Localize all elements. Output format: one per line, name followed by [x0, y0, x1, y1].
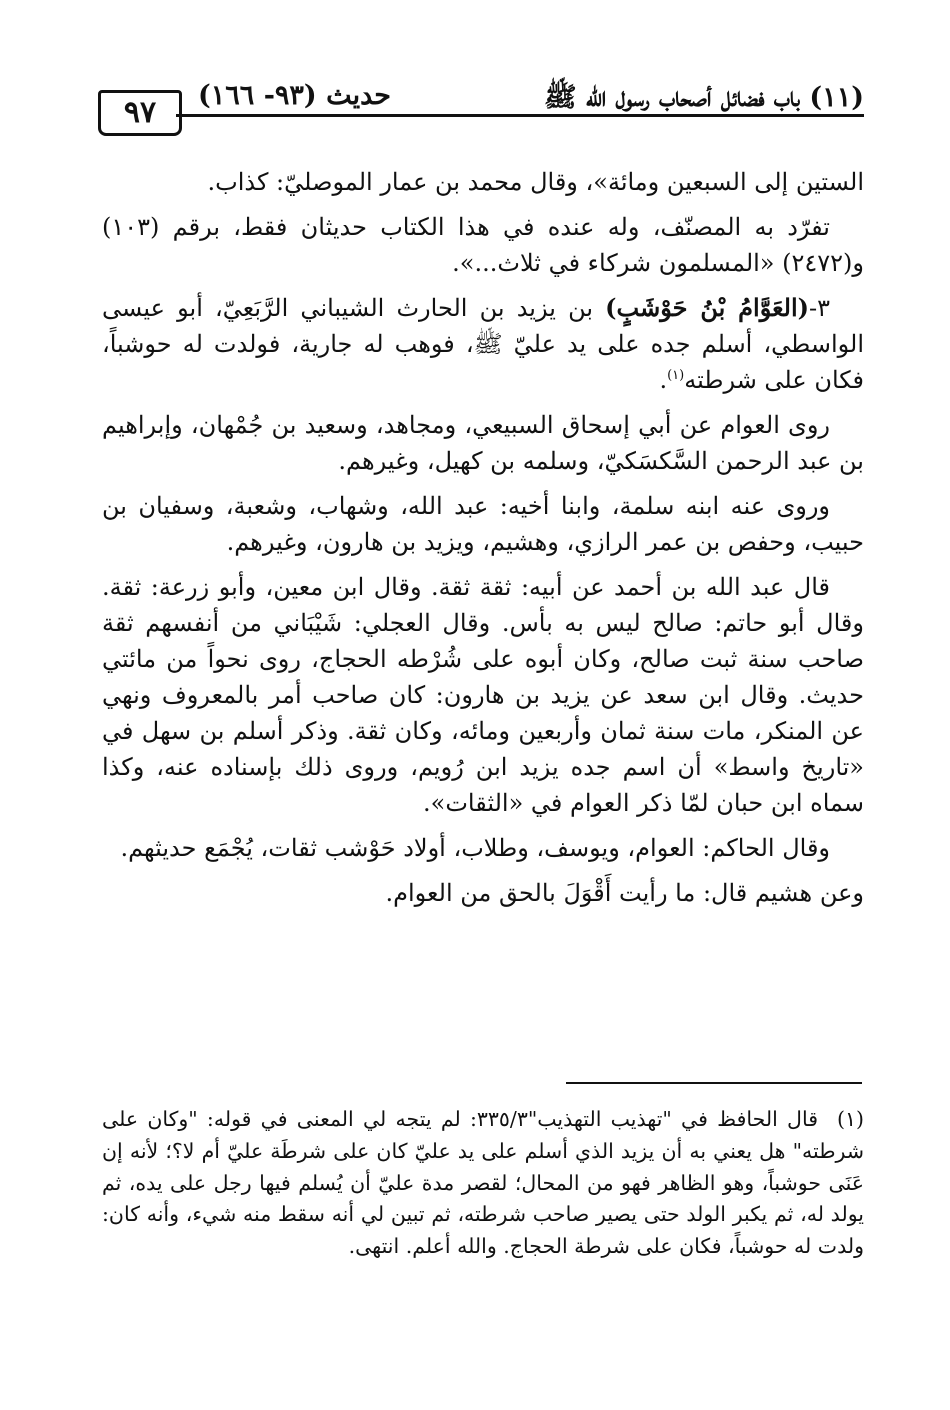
main-text [102, 164, 864, 920]
paragraph: روى العوام عن أبي إسحاق السبيعي، ومجاهد، وسعيد بن جُمْهان، وإبراهيم بن عبد الرحمن السَّكسَكيّ، وسلمه بن كهيل، وغيرهم. [102, 411, 864, 475]
footnote [102, 1104, 864, 1263]
narrator-name: (العَوَّامُ بْنُ حَوْشَبٍ) [605, 293, 809, 322]
narrator-entry [102, 290, 864, 398]
entry-end: . [659, 366, 668, 394]
paragraph: قال عبد الله بن أحمد عن أبيه: ثقة ثقة. وقال ابن معين، وأبو زرعة: ثقة. وقال أبو حاتم: صالح ليس به بأس. وقال العجلي: شَيْبَاني من أنفسهم ثقة صاحب سنة ثبت صالح، وكان أبوه على شُرْطه الحجاج، روى نحواً من مائتي حديث. وقال ابن سعد عن يزيد بن هارون: كان صاحب أمر بالمعروف ونهي عن المنكر، مات سنة ثمان وأربعين ومائه، وكان ثقة. وذكر أسلم بن سهل في «تاريخ واسط» أن اسم جده يزيد ابن رُويم، وروى ذلك بإسناده عنه، وكذا سماه ابن حبان لمّا ذكر العوام في «الثقات». [102, 573, 864, 817]
footnote-separator [566, 1082, 862, 1084]
paragraph: وروى عنه ابنه سلمة، وابنا أخيه: عبد الله، وشهاب، وشعبة، وسفيان بن حبيب، وحفص بن عمر الرازي، وهشيم، ويزيد بن هارون، وغيرهم. [102, 492, 864, 556]
footnote-reference[interactable]: (١) [667, 368, 685, 383]
paragraph: الستين إلى السبعين ومائة»، وقال محمد بن عمار الموصليّ: كذاب. [207, 168, 864, 196]
entry-text: بن يزيد بن الحارث الشيباني الرَّبَعِيّ، أبو عيسى الواسطي، أسلم جده على يد عليّ ﷺ، فوهب له جارية، فولدت له حوشباً، فكان على شرطته [102, 294, 864, 394]
paragraph: وقال الحاكم: العوام، ويوسف، وطلاب، أولاد حَوْشب ثقات، يُجْمَع حديثهم. [120, 834, 830, 862]
footnote-paragraph [102, 1104, 864, 1263]
page-header [98, 76, 864, 146]
footnote-number: (١) [836, 1107, 864, 1131]
paragraph: وعن هشيم قال: ما رأيت أَقْوَلَ بالحق من العوام. [385, 879, 864, 907]
hadith-range-title: حديث (٩٣- ١٦٦) [198, 80, 391, 111]
entry-number: ٣- [809, 294, 830, 322]
footnote-text: قال الحافظ في "تهذيب التهذيب"٣٣٥/٣: لم يتجه لي المعنى في قوله: "وكان على شرطته" هل يعني به أن يزيد الذي أسلم على يد عليّ كان على شرطَة عليّ أم لا؟؛ لأنه إن عَنَى حوشباً، وهو الظاهر فهو من المحال؛ لقصر مدة عليّ أن يُسلم فيها رجل على يده، ثم يولد له، ثم يكبر الولد حتى يصير صاحب شرطته، ثم تبين لي أنه سقط منه شيء، وأنه كان: ولدت له حوشباً، فكان على شرطة الحجاج. والله أعلم. انتهى. [102, 1107, 864, 1259]
chapter-title: (١١) باب فضائل أصحاب رسول الله ﷺ [543, 82, 864, 113]
page-number: ٩٧ [98, 90, 182, 136]
paragraph: تفرّد به المصنّف، وله عنده في هذا الكتاب حديثان فقط، برقم (١٠٣) و(٢٤٧٢) «المسلمون شركاء في ثلاث...». [102, 213, 864, 277]
